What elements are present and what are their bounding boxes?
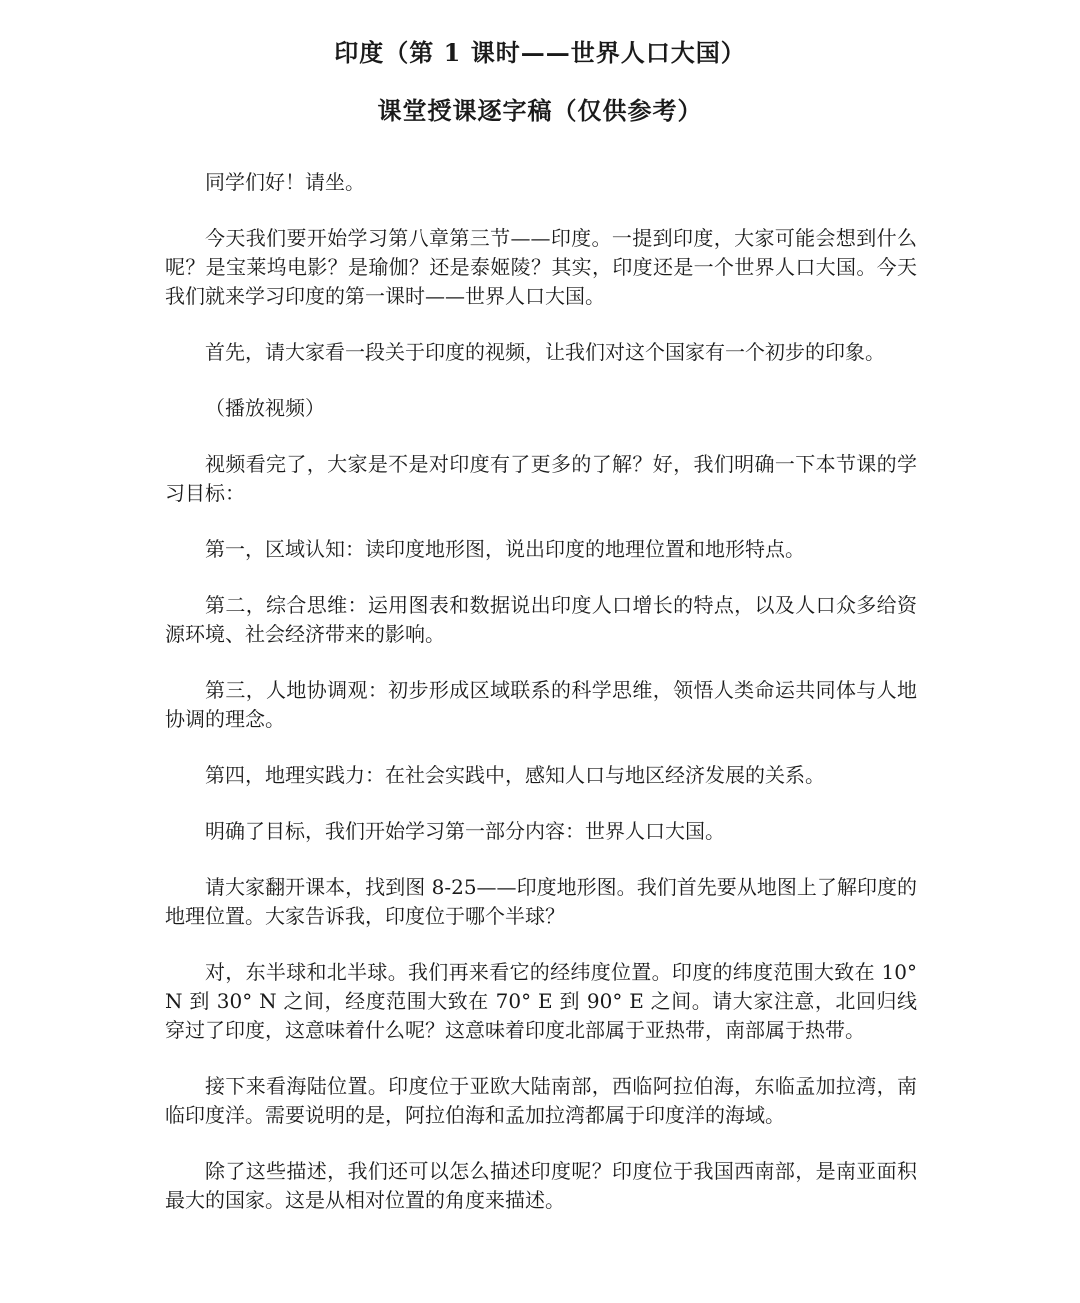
paragraph-objective-4: 第四，地理实践力：在社会实践中，感知人口与地区经济发展的关系。	[205, 763, 825, 787]
paragraph-map-question: 请大家翻开课本，找到图 8-25——印度地形图。我们首先要从地图上了解印度的地理位置。大家告诉我，印度位于哪个半球？	[165, 875, 917, 928]
paragraph-objective-1: 第一，区域认知：读印度地形图，说出印度的地理位置和地形特点。	[205, 537, 805, 561]
paragraph-greeting: 同学们好！请坐。	[205, 170, 365, 194]
paragraph-land-sea: 接下来看海陆位置。印度位于亚欧大陆南部，西临阿拉伯海，东临孟加拉湾，南临印度洋。需要说明的是，阿拉伯海和孟加拉湾都属于印度洋的海域。	[165, 1074, 917, 1127]
paragraph-start-part-one: 明确了目标，我们开始学习第一部分内容：世界人口大国。	[205, 819, 725, 843]
paragraph-lat-long: 对，东半球和北半球。我们再来看它的经纬度位置。印度的纬度范围大致在 10° N 到 30° N 之间，经度范围大致在 70° E 到 90° E 之间。请大家注意，北回归线穿过了印度，这意味着什么呢？这意味着印度北部属于亚热带，南部属于热带。	[165, 960, 917, 1042]
document-title: 印度（第 1 课时——世界人口大国）	[334, 38, 746, 67]
paragraph-objectives-intro: 视频看完了，大家是不是对印度有了更多的了解？好，我们明确一下本节课的学习目标：	[165, 452, 917, 505]
paragraph-play-video: （播放视频）	[205, 396, 325, 420]
paragraph-video-intro: 首先，请大家看一段关于印度的视频，让我们对这个国家有一个初步的印象。	[205, 340, 885, 364]
paragraph-objective-2: 第二，综合思维：运用图表和数据说出印度人口增长的特点，以及人口众多给资源环境、社会经济带来的影响。	[165, 593, 917, 646]
document-body	[165, 168, 917, 1242]
paragraph-relative-position: 除了这些描述，我们还可以怎么描述印度呢？印度位于我国西南部，是南亚面积最大的国家。这是从相对位置的角度来描述。	[165, 1159, 917, 1212]
document-subtitle: 课堂授课逐字稿（仅供参考）	[377, 96, 703, 125]
paragraph-introduction: 今天我们要开始学习第八章第三节——印度。一提到印度，大家可能会想到什么呢？是宝莱坞电影？是瑜伽？还是泰姬陵？其实，印度还是一个世界人口大国。今天我们就来学习印度的第一课时——世界人口大国。	[165, 226, 917, 308]
paragraph-objective-3: 第三，人地协调观：初步形成区域联系的科学思维，领悟人类命运共同体与人地协调的理念。	[165, 678, 917, 731]
